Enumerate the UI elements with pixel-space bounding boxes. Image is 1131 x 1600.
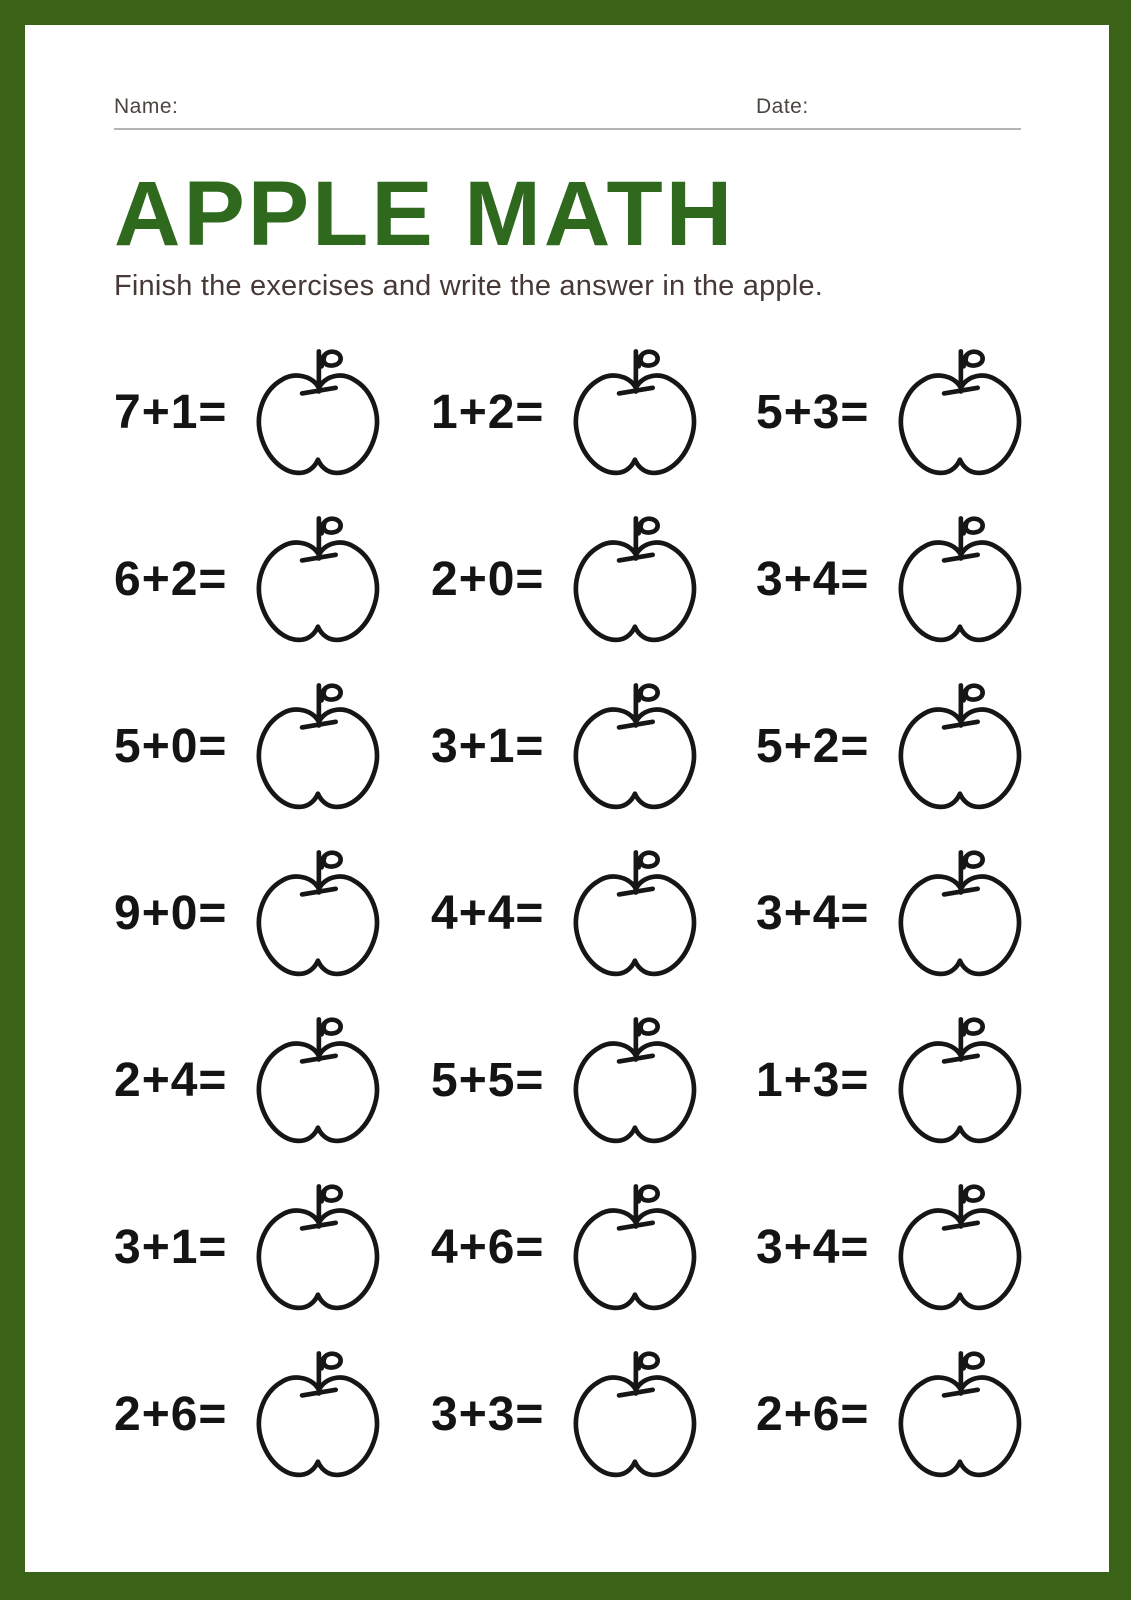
- problem-cell: [114, 1164, 431, 1331]
- apple-outline-icon: [241, 677, 393, 817]
- apple-outline-icon: [558, 844, 710, 984]
- problem-cell: [756, 496, 1035, 663]
- problem-cell: [756, 830, 1035, 997]
- apple-outline-icon: [883, 844, 1035, 984]
- problem-label: 4+6=: [431, 1221, 545, 1274]
- apple-outline-icon: [558, 510, 710, 650]
- problem-label: 3+3=: [431, 1388, 545, 1441]
- problem-cell: [756, 1164, 1035, 1331]
- apple-outline-icon: [558, 343, 710, 483]
- problem-cell: [431, 830, 756, 997]
- apple-outline-icon: [558, 1011, 710, 1151]
- apple-outline-icon: [241, 844, 393, 984]
- apple-outline-icon: [558, 1178, 710, 1318]
- problem-label: 1+2=: [431, 386, 545, 439]
- apple-outline-icon: [883, 343, 1035, 483]
- problem-label: 3+1=: [431, 720, 545, 773]
- problem-label: 2+0=: [431, 553, 545, 606]
- date-field: [756, 95, 809, 119]
- problem-cell: [114, 997, 431, 1164]
- problem-cell: [114, 1331, 431, 1498]
- problem-label: 2+6=: [114, 1388, 228, 1441]
- apple-outline-icon: [241, 1178, 393, 1318]
- problem-label: 5+2=: [756, 720, 870, 773]
- apple-outline-icon: [883, 510, 1035, 650]
- problem-cell: [114, 496, 431, 663]
- apple-outline-icon: [241, 1345, 393, 1485]
- problem-label: 3+1=: [114, 1221, 228, 1274]
- date-label: Date:: [756, 95, 809, 118]
- problem-label: 5+0=: [114, 720, 228, 773]
- problem-cell: [431, 496, 756, 663]
- name-label: Name:: [114, 95, 179, 118]
- subtitle: Finish the exercises and write the answer in the apple.: [114, 270, 823, 302]
- problem-cell: [756, 663, 1035, 830]
- apple-outline-icon: [241, 510, 393, 650]
- apple-outline-icon: [883, 1011, 1035, 1151]
- problem-cell: [114, 830, 431, 997]
- apple-outline-icon: [883, 1178, 1035, 1318]
- problem-label: 6+2=: [114, 553, 228, 606]
- problem-label: 4+4=: [431, 887, 545, 940]
- worksheet-paper: [25, 25, 1109, 1572]
- apple-outline-icon: [241, 1011, 393, 1151]
- problem-label: 3+4=: [756, 1221, 870, 1274]
- apple-outline-icon: [558, 1345, 710, 1485]
- problem-cell: [114, 329, 431, 496]
- problem-cell: [431, 663, 756, 830]
- problem-label: 9+0=: [114, 887, 228, 940]
- problem-label: 3+4=: [756, 887, 870, 940]
- apple-outline-icon: [883, 1345, 1035, 1485]
- problem-cell: [431, 1331, 756, 1498]
- problem-cell: [114, 663, 431, 830]
- problem-label: 2+6=: [756, 1388, 870, 1441]
- header-row: [114, 95, 1021, 130]
- problem-cell: [431, 997, 756, 1164]
- problem-cell: [756, 329, 1035, 496]
- apple-outline-icon: [883, 677, 1035, 817]
- problem-label: 7+1=: [114, 386, 228, 439]
- problem-label: 1+3=: [756, 1054, 870, 1107]
- apple-outline-icon: [558, 677, 710, 817]
- problem-label: 5+5=: [431, 1054, 545, 1107]
- problem-cell: [756, 997, 1035, 1164]
- problem-label: 2+4=: [114, 1054, 228, 1107]
- problem-cell: [431, 1164, 756, 1331]
- page-title: APPLE MATH: [114, 163, 736, 265]
- problem-cell: [756, 1331, 1035, 1498]
- name-field: [114, 95, 178, 119]
- apple-outline-icon: [241, 343, 393, 483]
- problem-label: 5+3=: [756, 386, 870, 439]
- problem-label: 3+4=: [756, 553, 870, 606]
- problems-grid: [114, 329, 1021, 1498]
- problem-cell: [431, 329, 756, 496]
